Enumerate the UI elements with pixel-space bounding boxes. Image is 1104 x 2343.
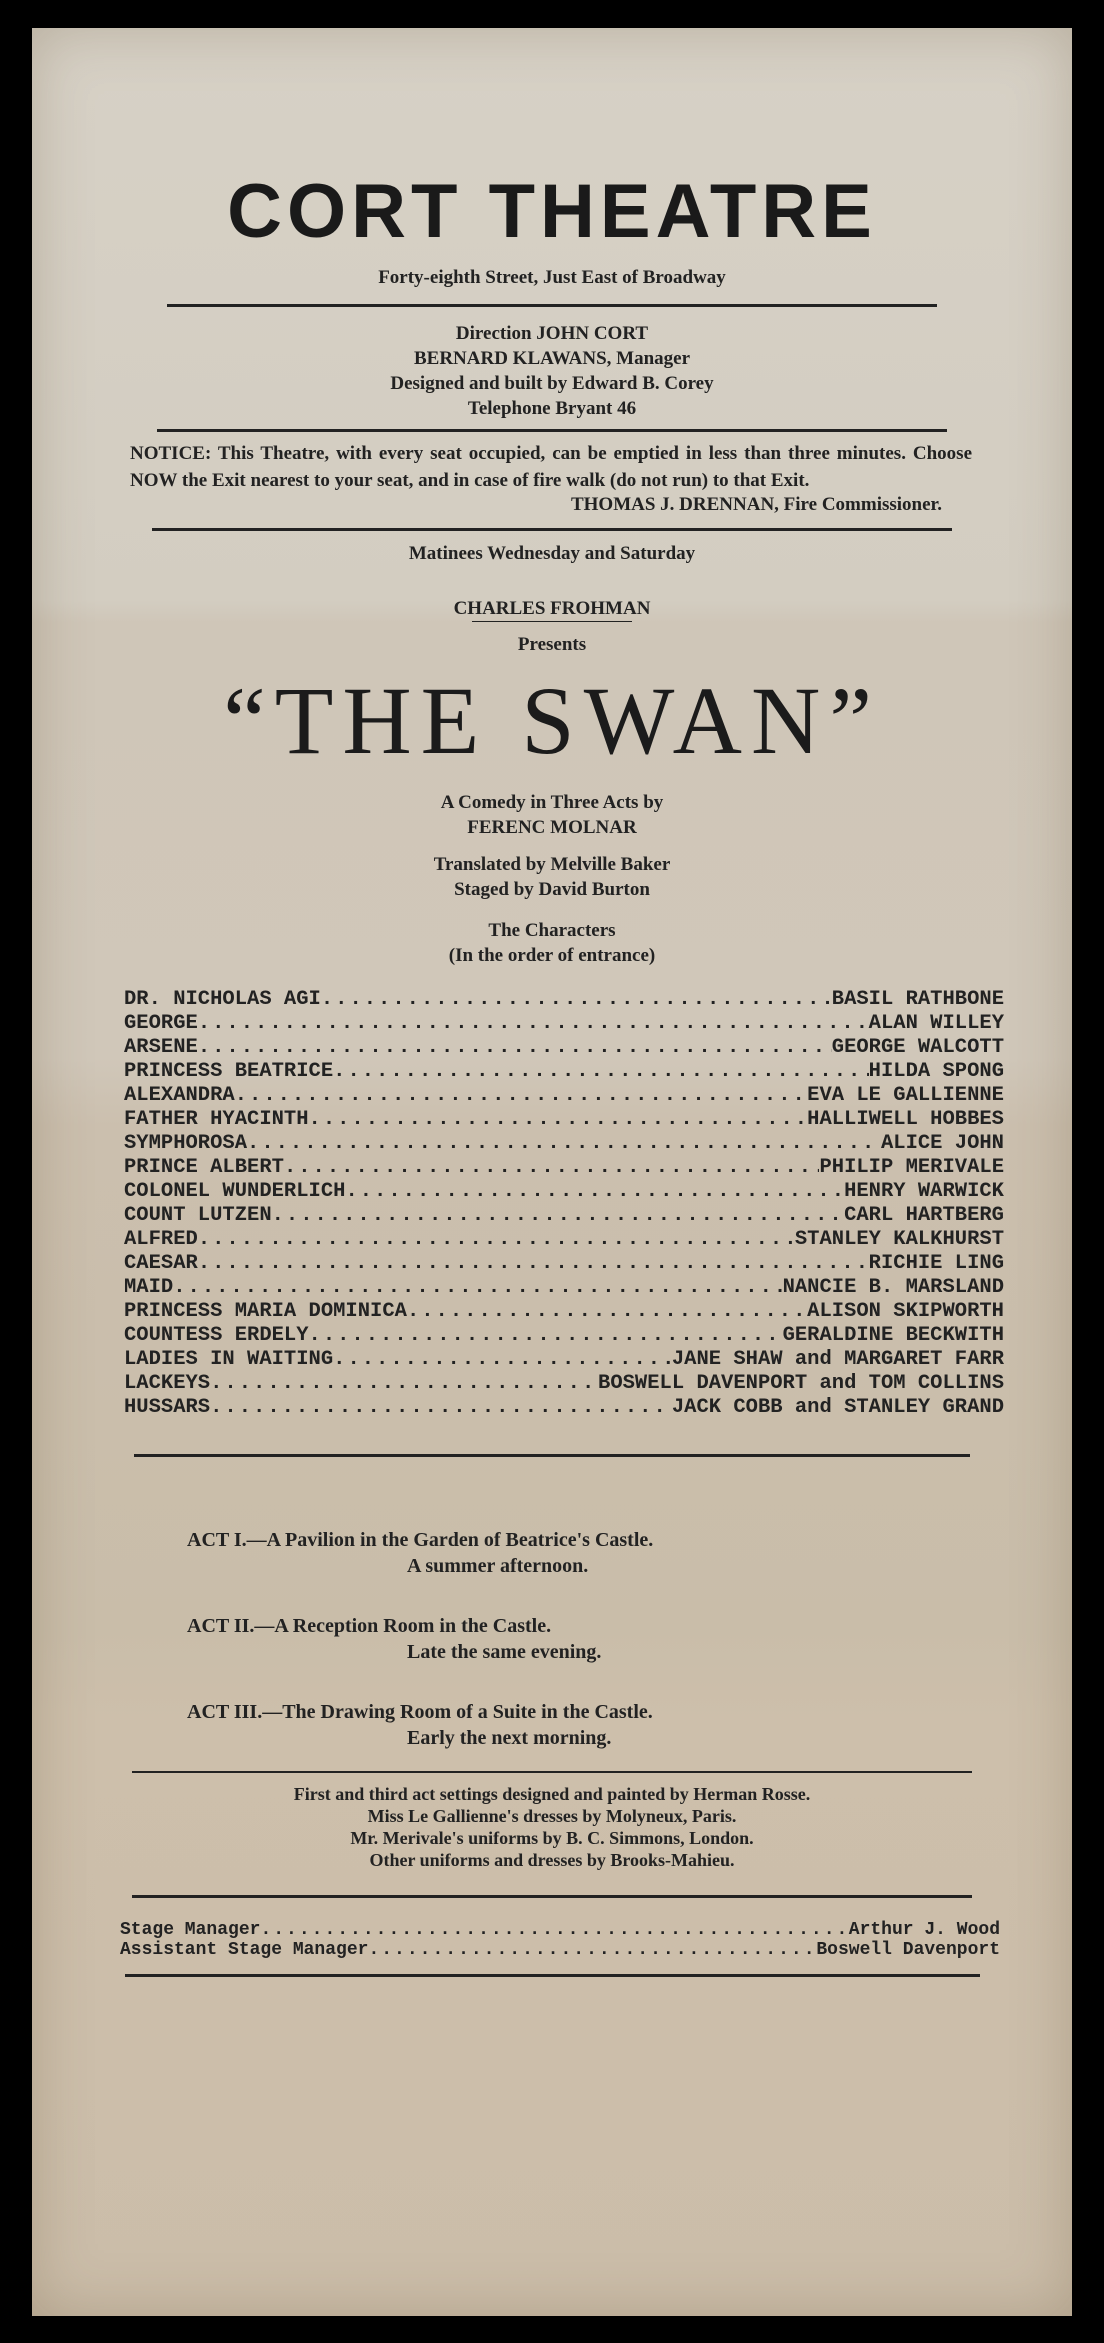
character-name: GEORGE bbox=[124, 1012, 198, 1035]
direction-line: Direction JOHN CORT bbox=[455, 323, 649, 344]
character-name: ALEXANDRA bbox=[124, 1084, 235, 1107]
staff-name: Boswell Davenport bbox=[816, 1940, 1000, 1960]
actor-name: HENRY WARWICK bbox=[844, 1180, 1004, 1203]
actor-name: GERALDINE BECKWITH bbox=[782, 1324, 1004, 1347]
characters-heading: The Characters bbox=[488, 920, 616, 941]
actor-name: EVA LE GALLIENNE bbox=[807, 1084, 1004, 1107]
staff-name: Arthur J. Wood bbox=[848, 1920, 1000, 1940]
leader-dots bbox=[284, 1156, 820, 1180]
cast-row bbox=[124, 1396, 1004, 1420]
cast-row bbox=[124, 1132, 1004, 1156]
character-name: LACKEYS bbox=[124, 1372, 211, 1395]
character-name: FATHER HYACINTH bbox=[124, 1108, 309, 1131]
cast-row bbox=[124, 1108, 1004, 1132]
actor-name: GEORGE WALCOTT bbox=[831, 1036, 1004, 1059]
cast-row bbox=[124, 1228, 1004, 1252]
character-name: ALFRED bbox=[124, 1228, 198, 1251]
leader-dots bbox=[260, 1920, 848, 1940]
actor-name: BASIL RATHBONE bbox=[831, 988, 1004, 1011]
leader-dots bbox=[272, 1204, 844, 1228]
actor-name: ALISON SKIPWORTH bbox=[807, 1300, 1004, 1323]
cast-row bbox=[124, 1036, 1004, 1060]
leader-dots bbox=[198, 1252, 869, 1276]
character-name: DR. NICHOLAS AGI bbox=[124, 988, 321, 1011]
leader-dots bbox=[210, 1396, 672, 1420]
leader-dots bbox=[345, 1180, 844, 1204]
act-title: ACT I.—A Pavilion in the Garden of Beatrice's Castle. bbox=[187, 1529, 654, 1551]
leader-dots bbox=[198, 1036, 832, 1060]
actor-name: NANCIE B. MARSLAND bbox=[782, 1276, 1004, 1299]
act-time: A summer afternoon. bbox=[407, 1555, 589, 1577]
play-subtitle: A Comedy in Three Acts by bbox=[440, 792, 664, 813]
staff-role: Stage Manager bbox=[120, 1920, 261, 1940]
act-title: ACT II.—A Reception Room in the Castle. bbox=[187, 1615, 552, 1637]
actor-name: RICHIE LING bbox=[868, 1252, 1004, 1275]
cast-row bbox=[124, 1156, 1004, 1180]
leader-dots bbox=[368, 1940, 816, 1960]
credit-line: Miss Le Gallienne's dresses by Molyneux, Paris. bbox=[367, 1806, 737, 1826]
credit-line: Mr. Merivale's uniforms by B. C. Simmons, London. bbox=[350, 1828, 754, 1848]
leader-dots bbox=[333, 1060, 869, 1084]
leader-dots bbox=[173, 1276, 782, 1300]
leader-dots bbox=[247, 1132, 881, 1156]
actor-name: JACK COBB and STANLEY GRAND bbox=[671, 1396, 1004, 1419]
act-time: Early the next morning. bbox=[407, 1727, 612, 1749]
divider bbox=[125, 1974, 980, 1977]
manager-line: BERNARD KLAWANS, Manager bbox=[413, 348, 691, 369]
cast-row bbox=[124, 1252, 1004, 1276]
act-entry bbox=[187, 1527, 1072, 1579]
cast-row bbox=[124, 1348, 1004, 1372]
presents: Presents bbox=[517, 634, 587, 655]
leader-dots bbox=[198, 1012, 869, 1036]
cast-row bbox=[124, 1300, 1004, 1324]
actor-name: PHILIP MERIVALE bbox=[819, 1156, 1004, 1179]
cast-row bbox=[124, 1084, 1004, 1108]
fire-notice: NOTICE: This Theatre, with every seat occupied, can be emptied in less than three minutes. Choose NOW the Exit nearest to your seat, and in case of fire walk (do not run) to that Exit. bbox=[130, 443, 972, 491]
credits bbox=[32, 1783, 1072, 1871]
actor-name: CARL HARTBERG bbox=[844, 1204, 1004, 1227]
character-name: HUSSARS bbox=[124, 1396, 211, 1419]
character-name: ARSENE bbox=[124, 1036, 198, 1059]
character-name: MAID bbox=[124, 1276, 174, 1299]
leader-dots bbox=[309, 1108, 808, 1132]
act-entry bbox=[187, 1613, 1072, 1665]
character-name: PRINCESS MARIA DOMINICA bbox=[124, 1300, 407, 1323]
playbill-page bbox=[32, 28, 1072, 2316]
leader-dots bbox=[321, 988, 832, 1012]
matinee-line: Matinees Wednesday and Saturday bbox=[408, 543, 696, 564]
leader-dots bbox=[210, 1372, 598, 1396]
leader-dots bbox=[309, 1324, 783, 1348]
characters-subheading: (In the order of entrance) bbox=[448, 945, 656, 966]
character-name: COLONEL WUNDERLICH bbox=[124, 1180, 346, 1203]
act-time: Late the same evening. bbox=[407, 1641, 602, 1663]
divider bbox=[152, 528, 952, 531]
character-name: CAESAR bbox=[124, 1252, 198, 1275]
cast-row bbox=[124, 1180, 1004, 1204]
character-name: PRINCE ALBERT bbox=[124, 1156, 284, 1179]
divider bbox=[132, 1771, 972, 1773]
stage-staff bbox=[120, 1920, 1000, 1960]
staged-by: Staged by David Burton bbox=[454, 879, 650, 900]
cast-row bbox=[124, 1372, 1004, 1396]
divider bbox=[157, 429, 947, 432]
telephone-line: Telephone Bryant 46 bbox=[467, 398, 637, 419]
actor-name: ALICE JOHN bbox=[880, 1132, 1004, 1155]
fire-commissioner: THOMAS J. DRENNAN, Fire Commissioner. bbox=[570, 494, 942, 515]
divider bbox=[472, 621, 632, 622]
cast-row bbox=[124, 1204, 1004, 1228]
divider bbox=[132, 1895, 972, 1898]
leader-dots bbox=[198, 1228, 795, 1252]
staff-role: Assistant Stage Manager bbox=[120, 1940, 369, 1960]
act-title: ACT III.—The Drawing Room of a Suite in the Castle. bbox=[187, 1701, 653, 1723]
play-title: “THE SWAN” bbox=[223, 667, 881, 774]
translator: Translated by Melville Baker bbox=[433, 854, 671, 875]
designer-line: Designed and built by Edward B. Corey bbox=[390, 373, 714, 394]
theatre-address: Forty-eighth Street, Just East of Broadway bbox=[378, 267, 726, 288]
character-name: SYMPHOROSA bbox=[124, 1132, 248, 1155]
cast-row bbox=[124, 1012, 1004, 1036]
actor-name: HILDA SPONG bbox=[868, 1060, 1004, 1083]
leader-dots bbox=[333, 1348, 672, 1372]
leader-dots bbox=[235, 1084, 807, 1108]
leader-dots bbox=[407, 1300, 807, 1324]
character-name: LADIES IN WAITING bbox=[124, 1348, 334, 1371]
actor-name: STANLEY KALKHURST bbox=[794, 1228, 1004, 1251]
play-author: FERENC MOLNAR bbox=[467, 817, 637, 838]
cast-row bbox=[124, 988, 1004, 1012]
acts-list bbox=[32, 1527, 1072, 1751]
staff-row bbox=[120, 1920, 1000, 1940]
actor-name: HALLIWELL HOBBES bbox=[807, 1108, 1004, 1131]
actor-name: JANE SHAW and MARGARET FARR bbox=[671, 1348, 1004, 1371]
act-entry bbox=[187, 1699, 1072, 1751]
character-name: COUNTESS ERDELY bbox=[124, 1324, 309, 1347]
staff-row bbox=[120, 1940, 1000, 1960]
producer: CHARLES FROHMAN bbox=[453, 598, 651, 619]
divider bbox=[134, 1454, 970, 1457]
cast-list bbox=[124, 988, 1004, 1420]
actor-name: BOSWELL DAVENPORT and TOM COLLINS bbox=[598, 1372, 1004, 1395]
theatre-name: CORT THEATRE bbox=[227, 169, 877, 254]
divider bbox=[167, 304, 937, 307]
cast-row bbox=[124, 1324, 1004, 1348]
cast-row bbox=[124, 1060, 1004, 1084]
credit-line: Other uniforms and dresses by Brooks-Mahieu. bbox=[369, 1850, 735, 1870]
cast-row bbox=[124, 1276, 1004, 1300]
character-name: COUNT LUTZEN bbox=[124, 1204, 272, 1227]
character-name: PRINCESS BEATRICE bbox=[124, 1060, 334, 1083]
credit-line: First and third act settings designed and painted by Herman Rosse. bbox=[293, 1784, 811, 1804]
actor-name: ALAN WILLEY bbox=[868, 1012, 1004, 1035]
